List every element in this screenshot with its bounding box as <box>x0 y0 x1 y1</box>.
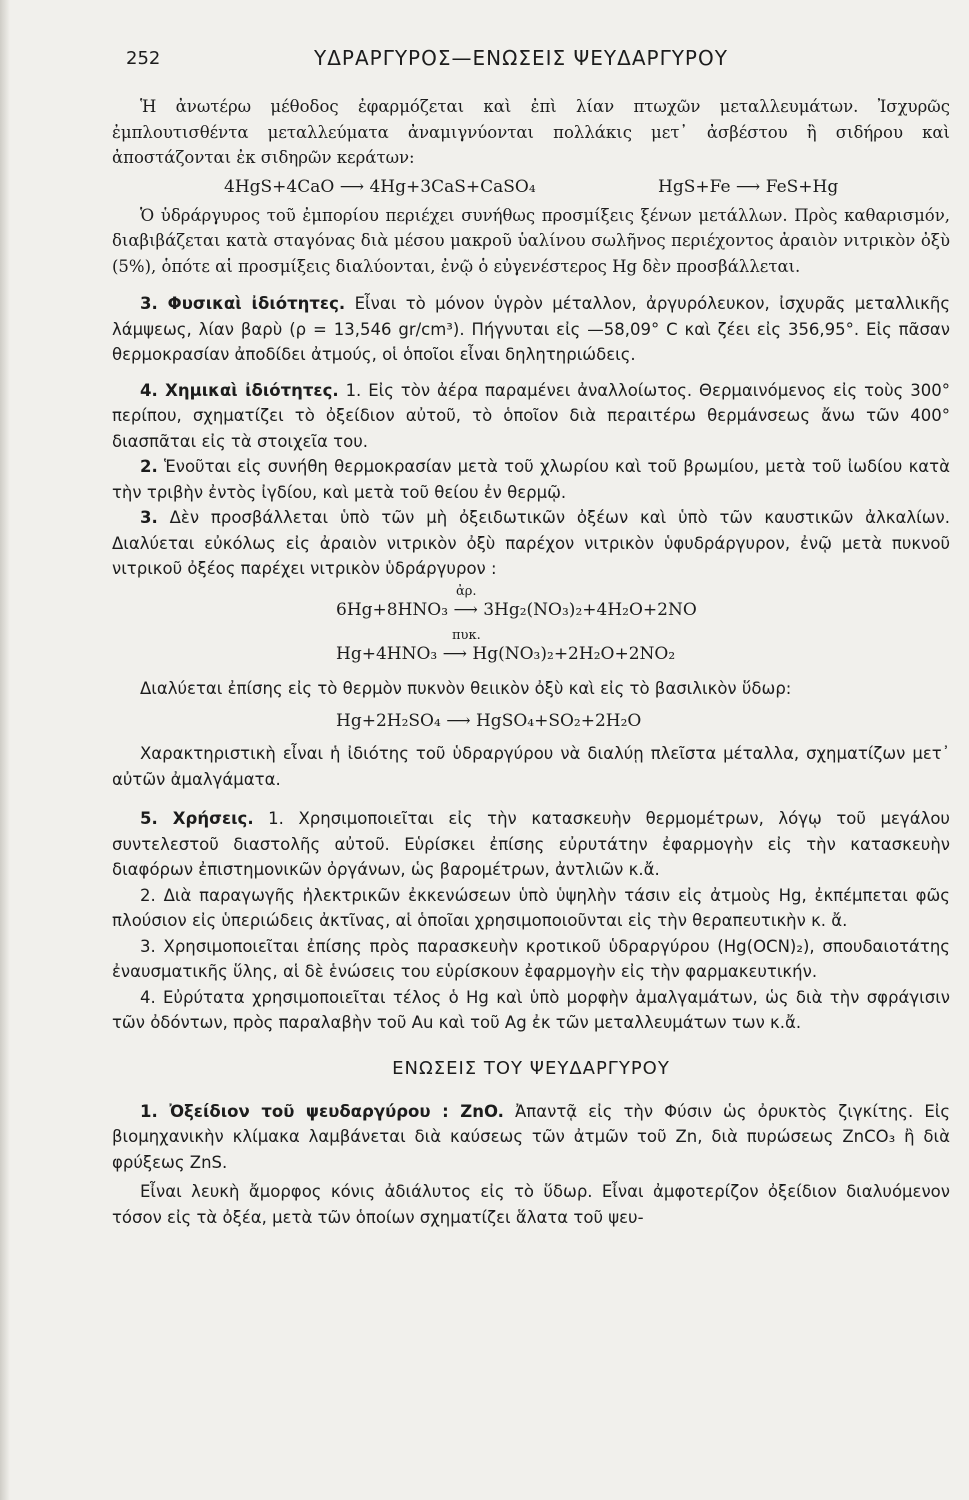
uses-p3-paragraph: 3. Χρησιμοποιεῖται ἐπίσης πρὸς παρασκευὴν κροτικοῦ ὑδραργύρου (Hg(OCN)₂), σπουδαιοτάτης ἐναυσματικῆς ὕλης, αἱ δὲ ἑνώσεις του εὑρίσκουν ἐφαρμογὴν εἰς τὴν φαρμακευτικήν. <box>112 936 950 981</box>
page-body <box>112 94 950 1230</box>
physical-properties-text: Εἶναι τὸ μόνον ὑγρὸν μέταλλον, ἀργυρόλευκον, ἰσχυρᾶς μεταλλικῆς λάμψεως, λίαν βαρὺ (ρ = 13,546 gr/cm³). Πήγνυται εἰς —58,09° C καὶ ζέει εἰς 356,95°. Εἰς πᾶσαν θερμοκρασίαν ἀποδίδει ἀτμούς, οἱ ὁποῖοι εἶναι δηλητηριώδεις. <box>112 294 951 364</box>
zinc-oxide-text: Ἀπαντᾷ εἰς τὴν Φύσιν ὡς ὀρυκτὸς ζιγκίτης. Εἰς βιομηχανικὴν κλίμακα λαμβάνεται διὰ καύσεως τῶν ἀτμῶν τοῦ Zn, διὰ πυρώσεως ZnCO₃ ἢ διὰ φρύξεως ZnS. <box>112 1101 951 1172</box>
chemical-properties-paragraph <box>112 378 950 455</box>
page-gutter-shadow <box>0 0 10 1500</box>
equation-row-sulfuric <box>112 701 950 741</box>
label-concentrated: πυκ. <box>452 627 481 643</box>
chemical-p3-number: 3. <box>140 508 158 527</box>
equation-fe: HgS+Fe ⟶ FeS+Hg <box>658 176 839 197</box>
physical-properties-heading: 3. Φυσικαὶ ἰδιότητες. <box>140 294 346 313</box>
uses-p1-number: 1. <box>268 809 284 828</box>
uses-p4-paragraph: 4. Εὐρύτατα χρησιμοποιεῖται τέλος ὁ Hg καὶ ὑπὸ μορφὴν ἀμαλγαμάτων, ὡς διὰ τὴν σφράγισιν τῶν ὀδόντων, πρὸς παραλαβὴν τοῦ Au καὶ τοῦ Ag ἐκ τῶν μεταλλευμάτων των κ.ἄ. <box>112 987 950 1032</box>
chemical-p2-text: Ἑνοῦται εἰς συνήθη θερμοκρασίαν μετὰ τοῦ χλωρίου καὶ τοῦ βρωμίου, μετὰ τοῦ ἰωδίου κατὰ τὴν τριβὴν ἐντὸς ἰγδίου, καὶ μετὰ τοῦ θείου ἐν θερμῷ. <box>112 457 950 502</box>
equation-conc-nitric: Hg+4HNO₃ ⟶ Hg(NO₃)₂+2H₂O+2NO₂ <box>336 643 676 664</box>
zinc-oxide-paragraph <box>112 1099 950 1176</box>
label-dilute: ἀρ. <box>456 583 477 599</box>
purification-paragraph: Ὁ ὑδράργυρος τοῦ ἐμπορίου περιέχει συνήθως προσμίξεις ξένων μετάλλων. Πρὸς καθαρισμόν, διαβιβάζεται κατὰ σταγόνας διὰ μέσου μακροῦ ὑαλίνου σωλῆνος περιέχοντος ἀραιὸν νιτρικὸν ὀξὺ (5%), ὁπότε αἱ προσμίξεις διαλύονται, ἐνῷ ὁ εὐγενέστερος Hg δὲν προσβάλλεται. <box>112 205 950 276</box>
uses-heading: 5. Χρήσεις. <box>140 809 254 828</box>
equation-cao: 4HgS+4CaO ⟶ 4Hg+3CaS+CaSO₄ <box>224 176 536 197</box>
uses-p1-text: Χρησιμοποιεῖται εἰς τὴν κατασκευὴν θερμομέτρων, λόγῳ τοῦ μεγάλου συντελεστοῦ διαστολῆς αὐτοῦ. Εὑρίσκει ἐπίσης εὐρυτάτην ἐφαρμογὴν εἰς τὴν κατασκευὴν διαφόρων ἐπιστημονικῶν ὀργάνων, ὡς βαρομέτρων, ἀντλιῶν κ.ἄ. <box>112 809 950 879</box>
equation-sulfuric: Hg+2H₂SO₄ ⟶ HgSO₄+SO₂+2H₂O <box>336 711 642 731</box>
chemical-p1-number: 1. <box>345 380 362 400</box>
physical-properties-paragraph <box>112 291 950 368</box>
chemical-p3-text: Δὲν προσβάλλεται ὑπὸ τῶν μὴ ὀξειδωτικῶν ὀξέων καὶ ὑπὸ τῶν καυστικῶν ἀλκαλίων. Διαλύεται εὐκόλως εἰς ἀραιὸν νιτρικὸν ὀξὺ παρέχον νιτρικὸν ὑφυδράργυρον, ἐνῷ μετὰ πυκνοῦ νιτρικοῦ ὀξέος παρέχει νιτρικὸν ὑδράργυρον : <box>112 508 950 578</box>
chemical-p2-paragraph <box>112 454 950 505</box>
chemical-p1-text: Εἰς τὸν ἀέρα παραμένει ἀναλλοίωτος. Θερμαινόμενος εἰς τοὺς 300° περίπου, σχηματίζει τὸ ὀξείδιον αὐτοῦ, τὸ ὁποῖον διὰ περαιτέρω θερμάνσεως ἄνω τῶν 400° διασπᾶται εἰς τὰ στοιχεῖα του. <box>112 380 950 451</box>
uses-p2-paragraph: 2. Διὰ παραγωγῆς ἠλεκτρικῶν ἐκκενώσεων ὑπὸ ὑψηλὴν τάσιν εἰς ἀτμοὺς Hg, ἐκπέμπεται φῶς πλούσιον εἰς ὑπεριώδεις ἀκτῖνας, αἱ ὁποῖαι χρησιμοποιοῦνται εἰς τὴν θεραπευτικὴν κ. ἄ. <box>112 885 950 930</box>
zinc-section-title: ΕΝΩΣΕΙΣ ΤΟΥ ΨΕΥΔΑΡΓΥΡΟΥ <box>392 1057 670 1079</box>
page-number: 252 <box>126 48 161 69</box>
chemical-p3-paragraph <box>112 505 950 582</box>
running-title: ΥΔΡΑΡΓΥΡΟΣ—ΕΝΩΣΕΙΣ ΨΕΥΔΑΡΓΥΡΟΥ <box>314 46 728 70</box>
equation-dilute-nitric: 6Hg+8HNO₃ ⟶ 3Hg₂(NO₃)₂+4H₂O+2NO <box>336 599 697 620</box>
equation-row-distillation <box>112 171 950 203</box>
chemical-p5-paragraph: Χαρακτηριστικὴ εἶναι ἡ ἰδιότης τοῦ ὑδραργύρου νὰ διαλύῃ πλεῖστα μέταλλα, σχηματίζων μετ᾽ αὐτῶν ἀμαλγάματα. <box>112 744 950 789</box>
zinc-oxide-properties-paragraph: Εἶναι λευκὴ ἄμορφος κόνις ἀδιάλυτος εἰς τὸ ὕδωρ. Εἶναι ἀμφοτερίζον ὀξείδιον διαλυόμενον τόσον εἰς τὰ ὀξέα, μετὰ τῶν ὁποίων σχηματίζει ἅλατα τοῦ ψευ- <box>112 1182 950 1227</box>
zinc-oxide-heading: 1. Ὀξείδιον τοῦ ψευδαργύρου : ZnO. <box>140 1101 504 1121</box>
equation-row-conc-nitric <box>112 626 950 670</box>
uses-p1-paragraph <box>112 806 950 883</box>
intro-paragraph: Ἡ ἀνωτέρω μέθοδος ἐφαρμόζεται καὶ ἐπὶ λίαν πτωχῶν μεταλλευμάτων. Ἰσχυρῶς ἐμπλουτισθέντα μεταλλεύματα ἀναμιγνύονται πολλάκις μετ᾽ ἀσβέστου ἢ σιδήρου καὶ ἀποστάζονται ἐκ σιδηρῶν κεράτων: <box>112 97 950 167</box>
equation-row-dilute-nitric <box>112 582 950 626</box>
chemical-properties-heading: 4. Χημικαὶ ἰδιότητες. <box>140 380 339 400</box>
chemical-p4-paragraph: Διαλύεται ἐπίσης εἰς τὸ θερμὸν πυκνὸν θειικὸν ὀξὺ καὶ εἰς τὸ βασιλικὸν ὕδωρ: <box>140 678 792 698</box>
page-header <box>126 44 956 74</box>
chemical-p2-number: 2. <box>140 457 158 476</box>
